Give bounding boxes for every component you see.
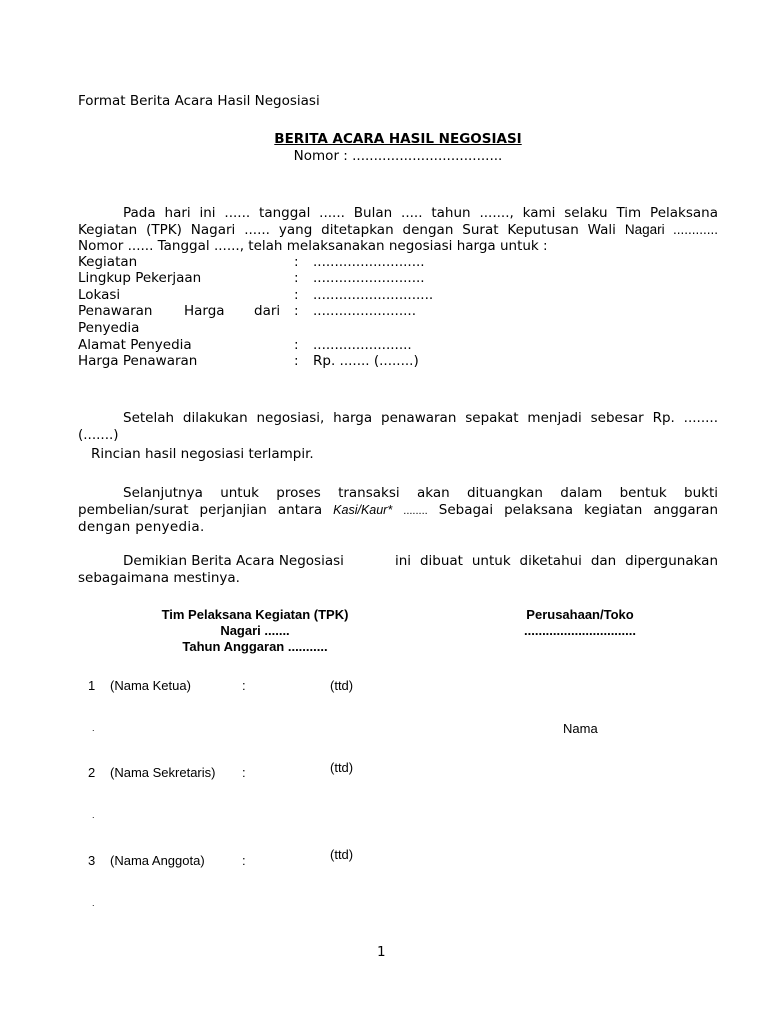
signature-right-header bbox=[480, 607, 680, 639]
opening-line-2-nagari: Nagari ............ bbox=[624, 221, 719, 237]
field-colon: : bbox=[294, 254, 299, 270]
field-label-penawaran-a: Penawaran bbox=[78, 303, 153, 319]
perusahaan-nama: Nama bbox=[563, 721, 598, 736]
signer-name-ketua: (Nama Ketua) bbox=[110, 678, 191, 693]
signer-number: 3 bbox=[88, 853, 96, 868]
negotiation-line-2: (.......) bbox=[78, 426, 119, 443]
perusahaan-title: Perusahaan/Toko bbox=[526, 607, 634, 622]
transaction-line-2-a: pembelian/surat perjanjian antara bbox=[78, 501, 323, 518]
opening-line-2-text: Kegiatan (TPK) Nagari ...... yang ditetapkan dengan Surat Keputusan Wali bbox=[78, 221, 616, 238]
field-label-penawaran-cont: Penyedia bbox=[78, 320, 140, 336]
signer-colon: : bbox=[242, 765, 246, 780]
closing-line-1-a: Demikian Berita Acara Negosiasi bbox=[123, 553, 344, 569]
field-value-penawaran: ........................ bbox=[313, 303, 416, 319]
field-label-harga: Harga Penawaran bbox=[78, 353, 198, 369]
transaction-line-2-d: Sebagai pelaksana kegiatan anggaran bbox=[438, 501, 719, 518]
signer-dot: . bbox=[92, 898, 95, 908]
transaction-line-3: dengan penyedia. bbox=[78, 519, 205, 535]
field-value-kegiatan: .......................... bbox=[313, 254, 425, 270]
transaction-line-2-dots: ........ bbox=[403, 504, 428, 517]
signer-number: 2 bbox=[88, 765, 96, 780]
field-label-kegiatan: Kegiatan bbox=[78, 254, 138, 270]
signer-ttd: (ttd) bbox=[330, 847, 354, 862]
negotiation-paragraph bbox=[78, 410, 718, 443]
field-colon: : bbox=[294, 270, 299, 286]
transaction-line-2 bbox=[78, 502, 718, 520]
field-colon: : bbox=[294, 337, 299, 353]
signer-ttd: (ttd) bbox=[330, 760, 354, 775]
tpk-title: Tim Pelaksana Kegiatan (TPK) bbox=[161, 607, 349, 622]
transaction-line-2-kasi: Kasi/Kaur* bbox=[333, 502, 393, 517]
field-label-penawaran-b: Harga bbox=[184, 303, 225, 319]
tpk-tahun-anggaran: Tahun Anggaran ........... bbox=[182, 639, 328, 654]
field-label-penawaran-c: dari bbox=[254, 303, 281, 319]
rincian-line: Rincian hasil negosiasi terlampir. bbox=[91, 446, 314, 462]
signer-colon: : bbox=[242, 853, 246, 868]
field-label-lokasi: Lokasi bbox=[78, 287, 121, 303]
opening-line-2 bbox=[78, 222, 718, 239]
signature-left-header bbox=[130, 607, 380, 655]
signer-ttd: (ttd) bbox=[330, 678, 354, 693]
opening-line-1: Pada hari ini ...... tanggal ...... Bulan ..... tahun ......., kami selaku Tim Pelaksana bbox=[123, 205, 718, 221]
signer-name-anggota: (Nama Anggota) bbox=[110, 853, 205, 868]
negotiation-line-1: Setelah dilakukan negosiasi, harga penawaran sepakat menjadi sebesar Rp. ........ bbox=[123, 410, 718, 426]
tpk-nagari: Nagari ....... bbox=[220, 623, 290, 638]
field-label-alamat: Alamat Penyedia bbox=[78, 337, 192, 353]
signer-dot: . bbox=[92, 810, 95, 820]
field-colon: : bbox=[294, 353, 299, 369]
field-value-lokasi: ............................ bbox=[313, 287, 434, 303]
signer-colon: : bbox=[242, 678, 246, 693]
signer-dot: . bbox=[92, 723, 95, 733]
opening-line-3: Nomor ...... Tanggal ......, telah melaksanakan negosiasi harga untuk : bbox=[78, 238, 548, 254]
field-value-alamat: ....................... bbox=[313, 337, 412, 353]
opening-paragraph bbox=[78, 205, 718, 255]
field-label-lingkup: Lingkup Pekerjaan bbox=[78, 270, 202, 286]
signer-number: 1 bbox=[88, 678, 96, 693]
transaction-paragraph bbox=[78, 485, 718, 536]
field-colon: : bbox=[294, 303, 299, 319]
transaction-line-1: Selanjutnya untuk proses transaksi akan dituangkan dalam bentuk bukti bbox=[123, 485, 718, 501]
field-value-harga: Rp. ....... (........) bbox=[313, 353, 419, 369]
page-number: 1 bbox=[377, 944, 386, 960]
perusahaan-dots: ............................... bbox=[524, 623, 636, 638]
field-colon: : bbox=[294, 287, 299, 303]
document-title: BERITA ACARA HASIL NEGOSIASI bbox=[274, 131, 522, 147]
nomor-line: Nomor : ................................... bbox=[293, 148, 503, 164]
document-format-heading: Format Berita Acara Hasil Negosiasi bbox=[78, 93, 320, 109]
closing-line-1-b: ini dibuat untuk diketahui dan dipergunakan bbox=[395, 553, 718, 569]
signer-name-sekretaris: (Nama Sekretaris) bbox=[110, 765, 216, 780]
closing-line-2: sebagaimana mestinya. bbox=[78, 570, 240, 586]
field-value-lingkup: .......................... bbox=[313, 270, 425, 286]
